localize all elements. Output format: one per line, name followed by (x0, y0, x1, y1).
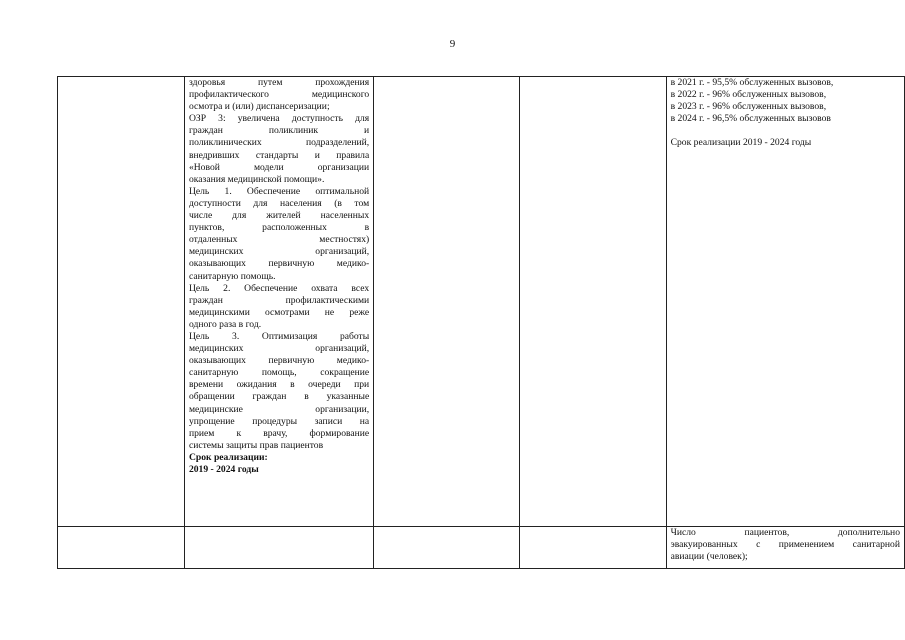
evacuation-indicator-text (671, 527, 900, 563)
text-line: доступности для населения (в том (188, 197, 370, 209)
goals-cell (184, 77, 373, 527)
text-line: прием к врачу, формирование (188, 427, 370, 439)
text-line: одного раза в год. (188, 318, 262, 330)
text-line: медицинских организаций, (188, 343, 370, 355)
text-line: граждан профилактическими (188, 294, 370, 306)
table-cell-empty (184, 527, 373, 569)
text-line: Число пациентов, дополнительно (670, 527, 900, 538)
text-line: времени ожидания в очереди при (188, 379, 370, 391)
page-number: 9 (449, 38, 456, 50)
text-line: Цель 1. Обеспечение оптимальной (188, 185, 370, 197)
program-table (57, 76, 905, 569)
text-line: числе для жителей населенных (188, 210, 370, 222)
text-line: поликлинических подразделений, (188, 137, 370, 149)
term-label: Срок реализации: (188, 451, 268, 463)
text-line: пунктов, расположенных в (188, 222, 370, 234)
text-line: в 2024 г. - 96,5% обслуженных вызовов (670, 113, 831, 125)
text-line: здоровья путем прохождения (188, 77, 370, 88)
text-line: эвакуированных с применением санитарной (670, 539, 900, 551)
text-line: ОЗР 3: увеличена доступность для (188, 113, 370, 125)
text-line: авиации (человек); (670, 551, 748, 563)
text-line: Цель 3. Оптимизация работы (188, 330, 370, 342)
text-line: внедривших стандарты и правила (188, 149, 370, 161)
text-line: оказывающих первичную медико- (188, 258, 370, 270)
text-line: санитарную помощь. (188, 270, 276, 282)
text-line: профилактического медицинского (188, 89, 370, 101)
text-line: санитарную помощь, сокращение (188, 367, 370, 379)
table-cell-empty (374, 77, 520, 527)
indicator-term: Срок реализации 2019 - 2024 годы (670, 137, 812, 149)
table-cell-empty (58, 527, 185, 569)
evacuation-indicator-cell (666, 527, 904, 569)
text-line: осмотра и (или) диспансеризации; (188, 101, 330, 113)
text-line: медицинскими осмотрами не реже (188, 306, 370, 318)
text-line: системы защиты прав пациентов (188, 439, 324, 451)
table-cell-empty (374, 527, 520, 569)
indicator-values (671, 77, 900, 125)
text-line: в 2021 г. - 95,5% обслуженных вызовов, (670, 77, 834, 88)
text-line: Цель 2. Обеспечение охвата всех (188, 282, 370, 294)
table-cell-empty (58, 77, 185, 527)
text-line: «Новой модели организации (188, 161, 370, 173)
table-row (58, 527, 905, 569)
text-line: отдаленных местностях) (188, 234, 370, 246)
term-value: 2019 - 2024 годы (188, 464, 259, 475)
text-line: в 2022 г. - 96% обслуженных вызовов, (670, 89, 827, 101)
table-cell-empty (520, 77, 666, 527)
indicators-cell (666, 77, 904, 527)
text-line: оказания медицинской помощи». (188, 173, 325, 185)
table-row (58, 77, 905, 527)
text-line: медицинских организаций, (188, 246, 370, 258)
text-line: обращении граждан в указанные (188, 391, 370, 403)
text-line: медицинские организации, (188, 403, 370, 415)
text-line: в 2023 г. - 96% обслуженных вызовов, (670, 101, 827, 113)
goals-text (189, 77, 369, 452)
table-cell-empty (520, 527, 666, 569)
text-line: оказывающих первичную медико- (188, 355, 370, 367)
text-line: упрощение процедуры записи на (188, 415, 370, 427)
text-line: граждан поликлиник и (188, 125, 370, 137)
